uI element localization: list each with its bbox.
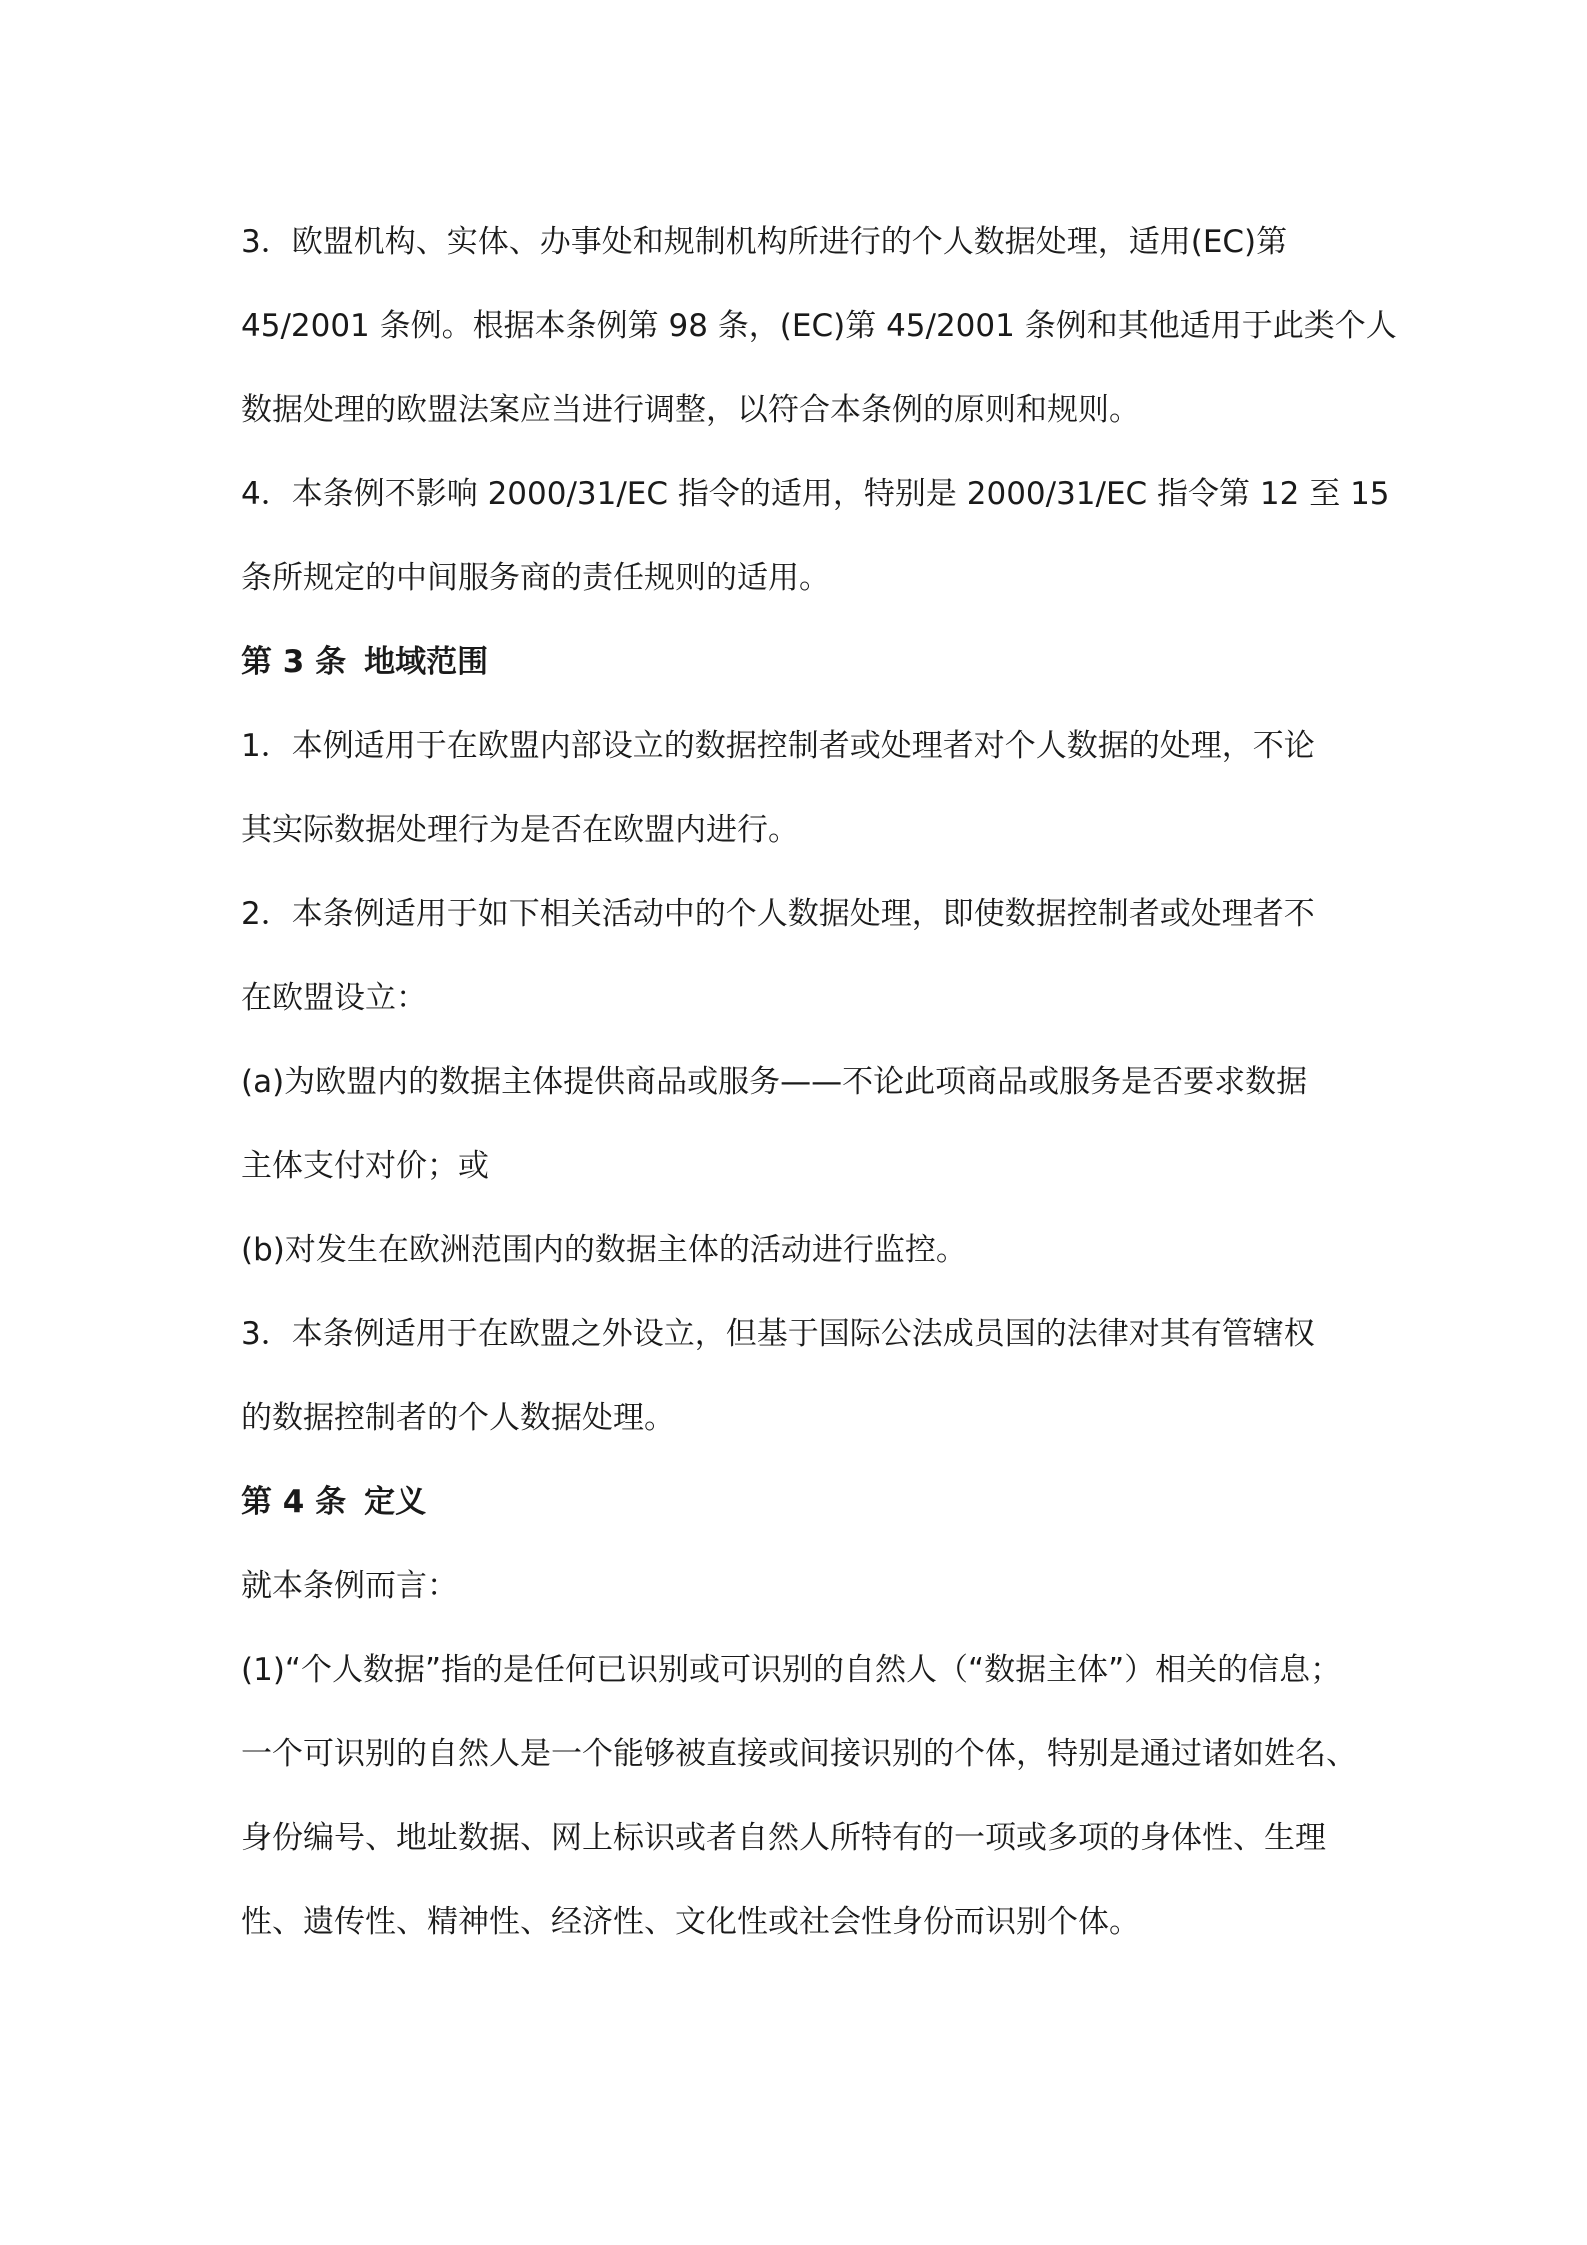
article-4-heading <box>241 1460 1381 1544</box>
art2-para4-line2: 条所规定的中间服务商的责任规则的适用。 <box>241 560 830 596</box>
art3-item-b-line1: (b)对发生在欧洲范围内的数据主体的活动进行监控。 <box>241 1232 967 1268</box>
art3-para2-line2: 在欧盟设立： <box>241 980 427 1016</box>
art3-para2-line1: 2．本条例适用于如下相关活动中的个人数据处理，即使数据控制者或处理者不 <box>241 896 1315 932</box>
art3-para1-line2: 其实际数据处理行为是否在欧盟内进行。 <box>241 812 799 848</box>
art4-def1-line3: 身份编号、地址数据、网上标识或者自然人所特有的一项或多项的身体性、生理 <box>241 1820 1326 1856</box>
article-4-title: 定义 <box>364 1484 427 1520</box>
art4-intro: 就本条例而言： <box>241 1568 458 1604</box>
art3-para3-line2: 的数据控制者的个人数据处理。 <box>241 1400 675 1436</box>
document-body <box>241 200 1397 1964</box>
art4-def1-line4: 性、遗传性、精神性、经济性、文化性或社会性身份而识别个体。 <box>241 1904 1140 1940</box>
article-4-number: 第 4 条 <box>241 1484 347 1520</box>
art3-para1-line1: 1．本例适用于在欧盟内部设立的数据控制者或处理者对个人数据的处理，不论 <box>241 728 1315 764</box>
art4-def1-line2: 一个可识别的自然人是一个能够被直接或间接识别的个体，特别是通过诸如姓名、 <box>241 1736 1357 1772</box>
art3-item-a-line2: 主体支付对价；或 <box>241 1148 489 1184</box>
art2-para3-line3: 数据处理的欧盟法案应当进行调整，以符合本条例的原则和规则。 <box>241 392 1140 428</box>
art2-para4-line1: 4．本条例不影响 2000/31/EC 指令的适用，特别是 2000/31/EC 指令第 12 至 15 <box>241 476 1390 512</box>
art3-para3-line1: 3．本条例适用于在欧盟之外设立，但基于国际公法成员国的法律对其有管辖权 <box>241 1316 1315 1352</box>
article-3-heading <box>241 620 1381 704</box>
art2-para3-line1: 3．欧盟机构、实体、办事处和规制机构所进行的个人数据处理，适用(EC)第 <box>241 224 1288 260</box>
article-3-number: 第 3 条 <box>241 644 347 680</box>
article-3-title: 地域范围 <box>364 644 489 680</box>
art4-def1-line1: (1)“个人数据”指的是任何已识别或可识别的自然人（“数据主体”）相关的信息； <box>241 1652 1342 1688</box>
art2-para3-line2: 45/2001 条例。根据本条例第 98 条，(EC)第 45/2001 条例和其他适用于此类个人 <box>241 308 1397 344</box>
art3-item-a-line1: (a)为欧盟内的数据主体提供商品或服务——不论此项商品或服务是否要求数据 <box>241 1064 1308 1100</box>
